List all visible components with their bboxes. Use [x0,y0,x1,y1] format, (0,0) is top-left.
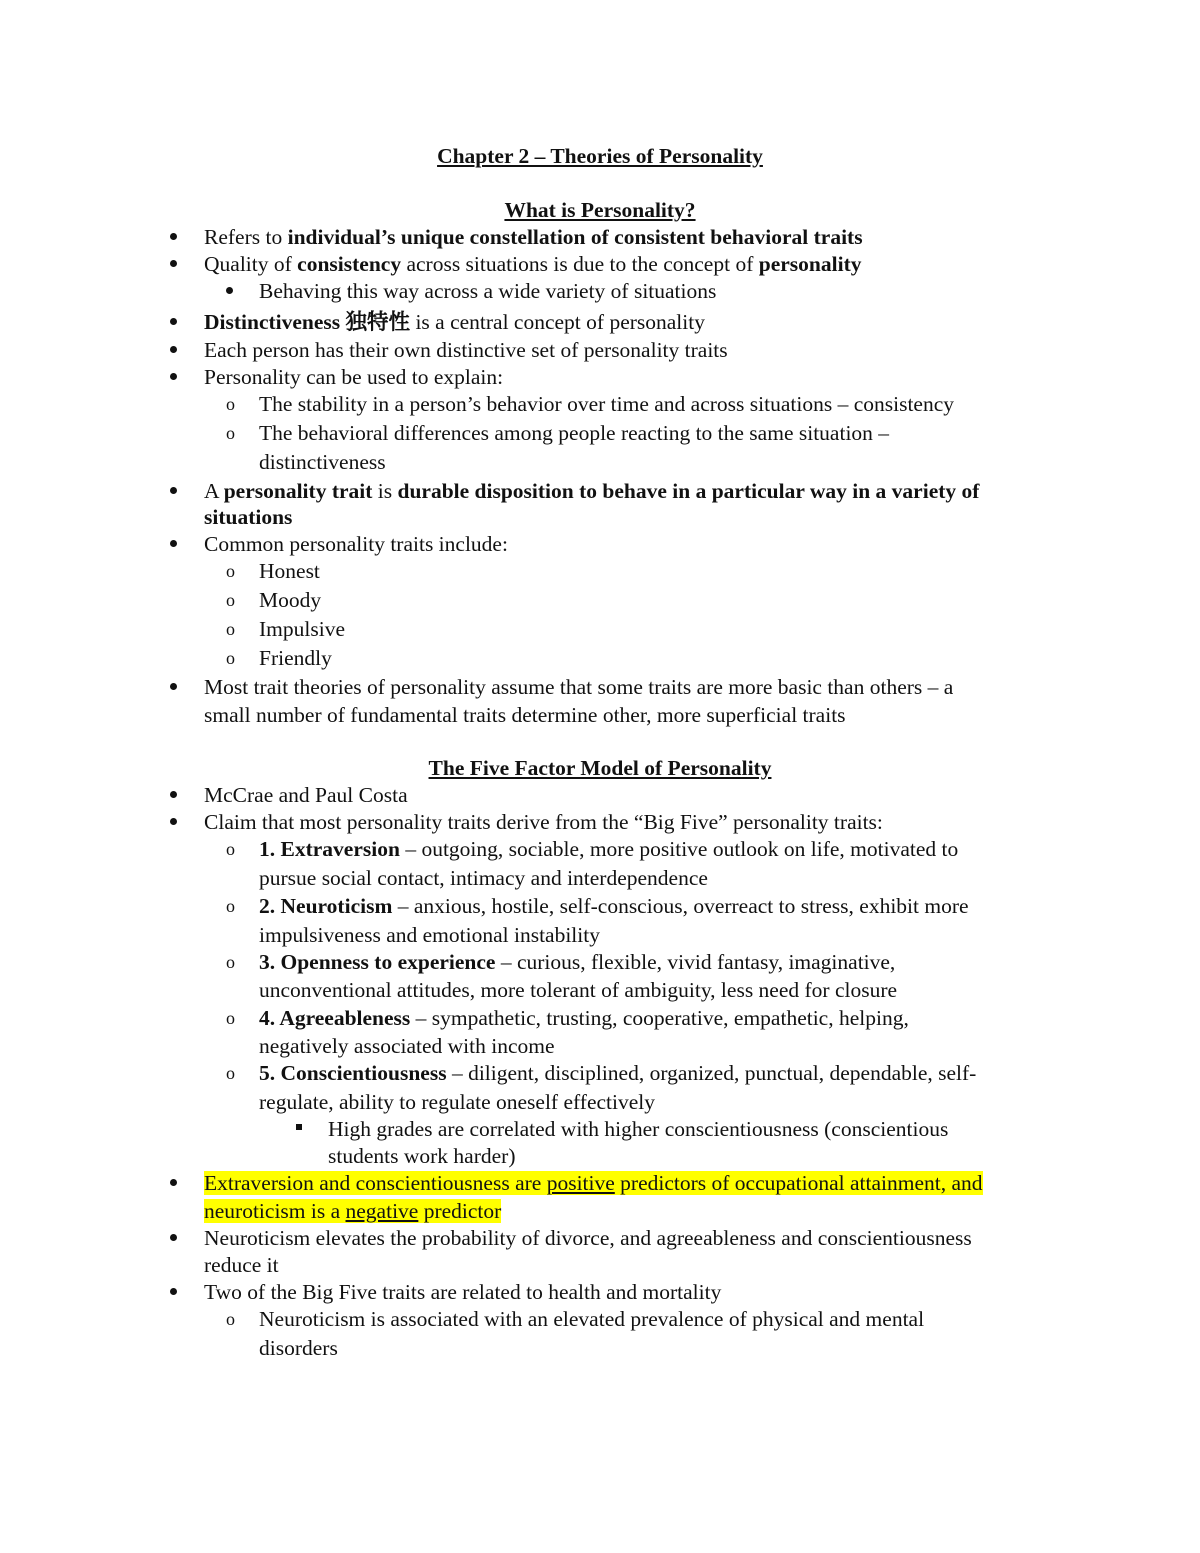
bullet-dot [170,818,177,825]
list-item-most: Most trait theories of personality assume that some traits are more basic than others – a [204,675,954,699]
list-item-health: Two of the Big Five traits are related to health and mortality [204,1280,722,1304]
factor-conscientiousness-cont: regulate, ability to regulate oneself effectively [259,1090,655,1114]
factor-extraversion: 1. Extraversion – outgoing, sociable, more positive outlook on life, motivated to [259,837,959,861]
bullet-dot [170,1288,177,1295]
circle-bullet: o [226,394,235,414]
bullet-dot [170,346,177,353]
circle-bullet: o [226,1063,235,1083]
list-item-each: Each person has their own distinctive set of personality traits [204,338,728,362]
list-item-associated-cont: disorders [259,1336,338,1360]
circle-bullet: o [226,1008,235,1028]
bullet-dot [170,683,177,690]
list-item-quality: Quality of consistency across situations is due to the concept of personality [204,252,862,276]
factor-neuroticism: 2. Neuroticism – anxious, hostile, self-conscious, overreact to stress, exhibit more [259,894,969,918]
list-item-trait: A personality trait is durable disposition to behave in a particular way in a variety of [204,479,980,503]
list-item-common: Common personality traits include: [204,532,508,556]
circle-bullet: o [226,839,235,859]
bullet-dot [170,1179,177,1186]
trait-moody: Moody [259,588,322,612]
list-item-behavioral-cont: distinctiveness [259,450,386,474]
circle-bullet: o [226,648,235,668]
list-item-behaving: Behaving this way across a wide variety of situations [259,279,717,303]
highlighted-predictors-cont: neuroticism is a negative predictor [204,1199,502,1223]
factor-neuroticism-cont: impulsiveness and emotional instability [259,923,600,947]
bullet-dot [170,1234,177,1241]
highlighted-predictors: Extraversion and conscientiousness are positive predictors of occupational attainment, and [204,1171,983,1195]
square-bullet [296,1124,302,1130]
circle-bullet: o [226,423,235,443]
list-item-trait-cont: situations [204,505,293,529]
factor-extraversion-cont: pursue social contact, intimacy and interdependence [259,866,708,890]
circle-bullet: o [226,896,235,916]
list-item-most-cont: small number of fundamental traits determine other, more superficial traits [204,703,846,727]
list-item-refers: Refers to individual’s unique constellation of consistent behavioral traits [204,225,863,249]
list-item-associated: Neuroticism is associated with an elevated prevalence of physical and mental [259,1307,925,1331]
chapter-title: Chapter 2 – Theories of Personality [437,144,763,168]
circle-bullet: o [226,561,235,581]
trait-honest: Honest [259,559,320,583]
bullet-dot [170,373,177,380]
list-item-divorce-cont: reduce it [204,1253,279,1277]
factor-agreeableness-cont: negatively associated with income [259,1034,555,1058]
list-item-divorce: Neuroticism elevates the probability of divorce, and agreeableness and conscientiousness [204,1226,972,1250]
list-item-stability: The stability in a person’s behavior over time and across situations – consistency [259,392,955,416]
trait-friendly: Friendly [259,646,332,670]
bullet-dot [170,540,177,547]
section-heading-what: What is Personality? [504,198,696,222]
list-item-distinctiveness: Distinctiveness 独特性 is a central concept of personality [204,310,705,335]
bullet-dot [226,287,233,294]
bullet-dot [170,233,177,240]
bullet-dot [170,260,177,267]
section-heading-ffm: The Five Factor Model of Personality [428,756,772,780]
circle-bullet: o [226,590,235,610]
circle-bullet: o [226,952,235,972]
list-item-explain: Personality can be used to explain: [204,365,504,389]
bullet-dot [170,318,177,325]
trait-impulsive: Impulsive [259,617,345,641]
list-item-grades-cont: students work harder) [328,1144,516,1168]
bullet-dot [170,791,177,798]
circle-bullet: o [226,619,235,639]
factor-openness: 3. Openness to experience – curious, flexible, vivid fantasy, imaginative, [259,950,896,974]
list-item-mccrae: McCrae and Paul Costa [204,783,408,807]
list-item-claim: Claim that most personality traits derive from the “Big Five” personality traits: [204,810,883,834]
factor-agreeableness: 4. Agreeableness – sympathetic, trusting, cooperative, empathetic, helping, [259,1006,909,1030]
bullet-dot [170,487,177,494]
circle-bullet: o [226,1309,235,1329]
factor-openness-cont: unconventional attitudes, more tolerant of ambiguity, less need for closure [259,978,898,1002]
list-item-grades: High grades are correlated with higher conscientiousness (conscientious [328,1117,949,1141]
factor-conscientiousness: 5. Conscientiousness – diligent, disciplined, organized, punctual, dependable, self- [259,1061,977,1085]
list-item-behavioral: The behavioral differences among people reacting to the same situation – [259,421,890,445]
